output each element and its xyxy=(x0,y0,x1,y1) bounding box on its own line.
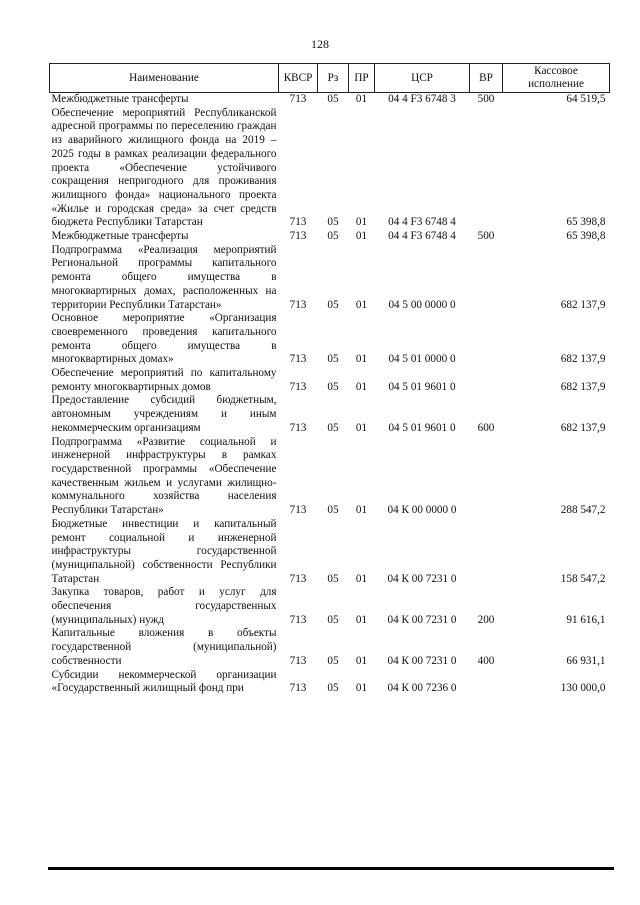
table-header-row xyxy=(50,64,610,93)
row-pr: 01 xyxy=(355,682,368,695)
row-pr: 01 xyxy=(355,654,368,667)
header-name: Наименование xyxy=(50,64,279,93)
row-sum: 66 931,1 xyxy=(566,654,606,667)
row-sum: 682 137,9 xyxy=(560,353,606,366)
table-row xyxy=(50,669,610,696)
row-csr: 04 К 00 7236 0 xyxy=(387,682,457,695)
table-row xyxy=(50,518,610,587)
row-vr: 200 xyxy=(477,613,495,626)
row-kvsr: 713 xyxy=(289,230,307,243)
row-vr: 500 xyxy=(477,93,495,105)
row-kvsr: 713 xyxy=(289,298,307,311)
row-pr: 01 xyxy=(355,230,368,243)
page-number: 128 xyxy=(311,37,329,51)
row-csr: 04 5 01 0000 0 xyxy=(388,353,456,366)
row-rz: 05 xyxy=(327,572,339,585)
row-name: Предоставление субсидий бюджетным, автономным учреждениям и иным некоммерческим организациям xyxy=(51,394,277,434)
row-pr: 01 xyxy=(355,421,368,434)
row-rz: 05 xyxy=(327,682,339,695)
row-csr: 04 К 00 0000 0 xyxy=(387,504,457,517)
header-pr: ПР xyxy=(349,64,375,93)
row-rz: 05 xyxy=(327,298,339,311)
row-pr: 01 xyxy=(355,504,368,517)
header-vr: ВР xyxy=(470,64,503,93)
row-sum: 64 519,5 xyxy=(566,93,606,105)
row-name: Межбюджетные трансферты xyxy=(51,230,189,243)
row-rz: 05 xyxy=(327,504,339,517)
table-row xyxy=(50,436,610,518)
header-kvsr: КВСР xyxy=(279,64,318,93)
row-sum: 682 137,9 xyxy=(560,421,606,434)
row-name: Обеспечение мероприятий Республиканской адресной программы по переселению граждан из аварийного жилищного фонда на 2019 – 2025 годы в рамках реализации федерального проекта «Обеспечение устойчивого сокращения непригодного для проживания жилищного фонда» национального проекта «Жилье и городская среда» за счет средств бюджета Республики Татарстан xyxy=(51,106,277,229)
row-sum: 288 547,2 xyxy=(560,504,606,517)
row-name: Бюджетные инвестиции и капитальный ремонт социальной и инженерной инфраструктуры государственной (муниципальной) собственности Республики Татарстан xyxy=(51,517,277,585)
row-pr: 01 xyxy=(355,613,368,626)
table-row xyxy=(50,244,610,313)
row-name: Обеспечение мероприятий по капитальному ремонту многоквартирных домов xyxy=(51,367,277,393)
table-row xyxy=(50,230,610,244)
row-kvsr: 713 xyxy=(289,572,307,585)
row-rz: 05 xyxy=(327,230,339,243)
budget-table xyxy=(49,63,610,696)
row-csr: 04 К 00 7231 0 xyxy=(387,572,457,585)
row-sum: 65 398,8 xyxy=(566,230,606,243)
row-name: Подпрограмма «Реализация мероприятий Региональной программы капитального ремонта общего имущества в многоквартирных домах, расположенных на территории Республики Татарстан» xyxy=(51,243,277,311)
row-sum: 130 000,0 xyxy=(560,682,606,695)
header-csr: ЦСР xyxy=(375,64,470,93)
header-rz: Рз xyxy=(318,64,349,93)
table-row xyxy=(50,93,610,107)
row-rz: 05 xyxy=(327,380,339,393)
row-kvsr: 713 xyxy=(289,216,307,229)
row-kvsr: 713 xyxy=(289,654,307,667)
row-name: Субсидии некоммерческой организации «Государственный жилищный фонд при xyxy=(51,668,277,695)
row-rz: 05 xyxy=(327,421,339,434)
row-rz: 05 xyxy=(327,216,339,229)
row-kvsr: 713 xyxy=(289,504,307,517)
table-row xyxy=(50,367,610,394)
table-row xyxy=(50,312,610,367)
row-kvsr: 713 xyxy=(289,613,307,626)
table-row xyxy=(50,586,610,627)
row-vr: 600 xyxy=(477,421,495,434)
row-vr xyxy=(470,436,503,518)
row-csr: 04 К 00 7231 0 xyxy=(387,613,457,626)
row-name: Закупка товаров, работ и услуг для обеспечения государственных (муниципальных) нужд xyxy=(51,586,277,626)
row-vr xyxy=(470,107,503,230)
row-vr: 400 xyxy=(477,654,495,667)
row-kvsr: 713 xyxy=(289,421,307,434)
row-sum: 65 398,8 xyxy=(566,216,606,229)
row-pr: 01 xyxy=(355,298,368,311)
row-name: Капитальные вложения в объекты государственной (муниципальной) собственности xyxy=(51,627,277,667)
row-vr: 500 xyxy=(477,230,495,243)
row-name: Межбюджетные трансферты xyxy=(51,93,189,105)
row-sum: 158 547,2 xyxy=(560,572,606,585)
page-bottom-rule xyxy=(48,867,614,870)
row-csr: 04 4 F3 6748 4 xyxy=(388,216,456,229)
row-vr xyxy=(470,669,503,696)
row-name: Основное мероприятие «Организация своевременного проведения капитального ремонта общего имущества в многоквартирных домах» xyxy=(51,312,277,366)
row-pr: 01 xyxy=(355,380,368,393)
row-vr xyxy=(470,312,503,367)
row-csr: 04 4 F3 6748 4 xyxy=(388,230,456,243)
header-sum: Кассовое исполнение xyxy=(503,64,610,93)
row-sum: 91 616,1 xyxy=(566,613,606,626)
row-rz: 05 xyxy=(327,353,339,366)
row-pr: 01 xyxy=(355,572,368,585)
row-rz: 05 xyxy=(327,613,339,626)
row-csr: 04 5 00 0000 0 xyxy=(388,298,456,311)
row-vr xyxy=(470,244,503,313)
row-vr xyxy=(470,518,503,587)
row-pr: 01 xyxy=(355,353,368,366)
row-vr xyxy=(470,367,503,394)
row-csr: 04 К 00 7231 0 xyxy=(387,654,457,667)
row-sum: 682 137,9 xyxy=(560,380,606,393)
row-sum: 682 137,9 xyxy=(560,298,606,311)
row-pr: 01 xyxy=(355,216,368,229)
table-row xyxy=(50,627,610,668)
row-kvsr: 713 xyxy=(289,380,307,393)
row-csr: 04 5 01 9601 0 xyxy=(388,421,456,434)
table-row xyxy=(50,394,610,435)
row-kvsr: 713 xyxy=(289,93,307,105)
row-kvsr: 713 xyxy=(289,682,307,695)
row-rz: 05 xyxy=(327,654,339,667)
row-csr: 04 4 F3 6748 3 xyxy=(388,93,456,105)
row-pr: 01 xyxy=(355,93,368,105)
row-name: Подпрограмма «Развитие социальной и инженерной инфраструктуры в рамках государственной программы «Обеспечение качественным жильем и услугами жилищно-коммунального хозяйства населения Республики Татарстан» xyxy=(51,435,277,517)
row-rz: 05 xyxy=(327,93,339,105)
row-csr: 04 5 01 9601 0 xyxy=(388,380,456,393)
table-row xyxy=(50,107,610,230)
row-kvsr: 713 xyxy=(289,353,307,366)
